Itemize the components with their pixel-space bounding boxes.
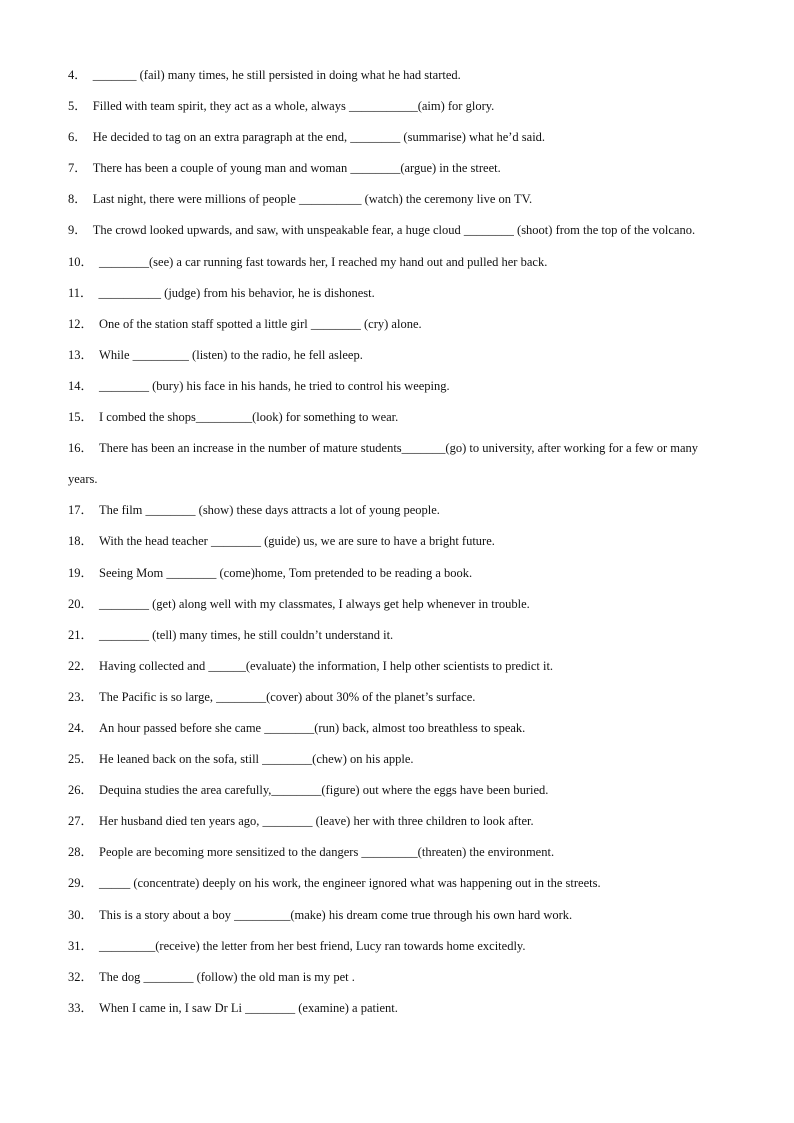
question-number: 7． (68, 161, 87, 176)
question-text: People are becoming more sensitized to the dangers _________(threaten) the environment. (99, 845, 555, 860)
question-number: 29． (68, 876, 94, 891)
question-text: _____ (concentrate) deeply on his work, the engineer ignored what was happening out in the streets. (99, 876, 601, 891)
question-item (68, 495, 728, 526)
question-number: 23． (68, 689, 94, 704)
question-text: There has been a couple of young man and woman ________(argue) in the street. (92, 161, 501, 176)
question-number: 19． (68, 565, 94, 580)
question-item (68, 215, 728, 246)
question-text: I combed the shops_________(look) for something to wear. (99, 410, 399, 425)
question-number: 13． (68, 347, 94, 362)
question-item (68, 278, 728, 309)
question-number: 26． (68, 783, 94, 798)
question-item (68, 589, 728, 620)
question-number: 20． (68, 596, 94, 611)
question-text: This is a story about a boy _________(make) his dream come true through his own hard work. (99, 907, 573, 922)
question-number: 10． (68, 254, 94, 269)
question-item (68, 775, 728, 806)
question-text: ________ (get) along well with my classmates, I always get help whenever in trouble. (99, 596, 530, 611)
question-item (68, 153, 728, 184)
question-item (68, 651, 728, 682)
question-number: 4． (68, 68, 87, 82)
question-text: _______ (fail) many times, he still persisted in doing what he had started. (92, 68, 461, 82)
question-text: Seeing Mom ________ (come)home, Tom pretended to be reading a book. (99, 565, 473, 580)
question-text: With the head teacher ________ (guide) us, we are sure to have a bright future. (99, 534, 495, 549)
question-number: 12． (68, 316, 94, 331)
question-number: 6． (68, 130, 87, 145)
question-number: 24． (68, 720, 94, 735)
question-item (68, 91, 728, 122)
question-text: Having collected and ______(evaluate) the information, I help other scientists to predict it. (99, 658, 554, 673)
question-number: 31． (68, 938, 94, 953)
question-number: 11． (68, 285, 93, 300)
question-number: 30． (68, 907, 94, 922)
question-number: 17． (68, 503, 94, 518)
question-text: The Pacific is so large, ________(cover) about 30% of the planet’s surface. (99, 689, 476, 704)
question-number: 32． (68, 969, 94, 984)
question-item (68, 868, 728, 899)
question-number: 9． (68, 223, 87, 238)
question-number: 18． (68, 534, 94, 549)
question-item (68, 184, 728, 215)
question-text: _________(receive) the letter from her best friend, Lucy ran towards home excitedly. (99, 938, 526, 953)
question-item (68, 433, 728, 495)
question-text: There has been an increase in the number of mature students_______(go) to university, after working for a few or many years. (68, 441, 699, 487)
question-item (68, 558, 728, 589)
question-text: ________ (bury) his face in his hands, he tried to control his weeping. (99, 378, 450, 393)
question-text: __________ (judge) from his behavior, he is dishonest. (98, 285, 375, 300)
question-text: When I came in, I saw Dr Li ________ (examine) a patient. (99, 1000, 398, 1015)
question-text: Filled with team spirit, they act as a whole, always ___________(aim) for glory. (92, 99, 495, 114)
question-number: 22． (68, 658, 94, 673)
question-item (68, 962, 728, 993)
question-text: One of the station staff spotted a little girl ________ (cry) alone. (99, 316, 422, 331)
question-text: ________ (tell) many times, he still couldn’t understand it. (99, 627, 394, 642)
question-item (68, 122, 728, 153)
question-number: 33． (68, 1000, 94, 1015)
question-item (68, 713, 728, 744)
question-text: Last night, there were millions of people __________ (watch) the ceremony live on TV. (92, 192, 533, 207)
question-item (68, 837, 728, 868)
question-item (68, 682, 728, 713)
question-text: An hour passed before she came ________(run) back, almost too breathless to speak. (99, 720, 526, 735)
question-item (68, 993, 728, 1024)
question-text: The dog ________ (follow) the old man is my pet . (99, 969, 355, 984)
question-number: 28． (68, 845, 94, 860)
question-text: While _________ (listen) to the radio, he fell asleep. (99, 347, 363, 362)
question-item (68, 340, 728, 371)
question-text: ________(see) a car running fast towards her, I reached my hand out and pulled her back. (99, 254, 548, 269)
question-list (68, 60, 728, 1024)
question-text: He decided to tag on an extra paragraph at the end, ________ (summarise) what he’d said. (92, 130, 546, 145)
question-item (68, 526, 728, 557)
question-text: Her husband died ten years ago, ________ (leave) her with three children to look after. (99, 814, 534, 829)
question-number: 15． (68, 410, 94, 425)
question-item (68, 900, 728, 931)
question-number: 27． (68, 814, 94, 829)
question-number: 21． (68, 627, 94, 642)
question-item (68, 931, 728, 962)
question-item (68, 371, 728, 402)
question-text: Dequina studies the area carefully,________(figure) out where the eggs have been buried. (99, 783, 549, 798)
question-text: He leaned back on the sofa, still ________(chew) on his apple. (99, 752, 414, 767)
question-item (68, 247, 728, 278)
question-number: 25． (68, 752, 94, 767)
question-text: The film ________ (show) these days attracts a lot of young people. (99, 503, 440, 518)
question-number: 5． (68, 99, 87, 114)
question-number: 14． (68, 378, 94, 393)
question-number: 8． (68, 192, 87, 207)
question-item (68, 620, 728, 651)
question-text: The crowd looked upwards, and saw, with unspeakable fear, a huge cloud ________ (shoot) from the top of the volcano. (92, 223, 696, 238)
question-number: 16． (68, 441, 94, 456)
question-item (68, 402, 728, 433)
question-item (68, 744, 728, 775)
question-item (68, 309, 728, 340)
question-item (68, 806, 728, 837)
question-item (68, 60, 728, 91)
